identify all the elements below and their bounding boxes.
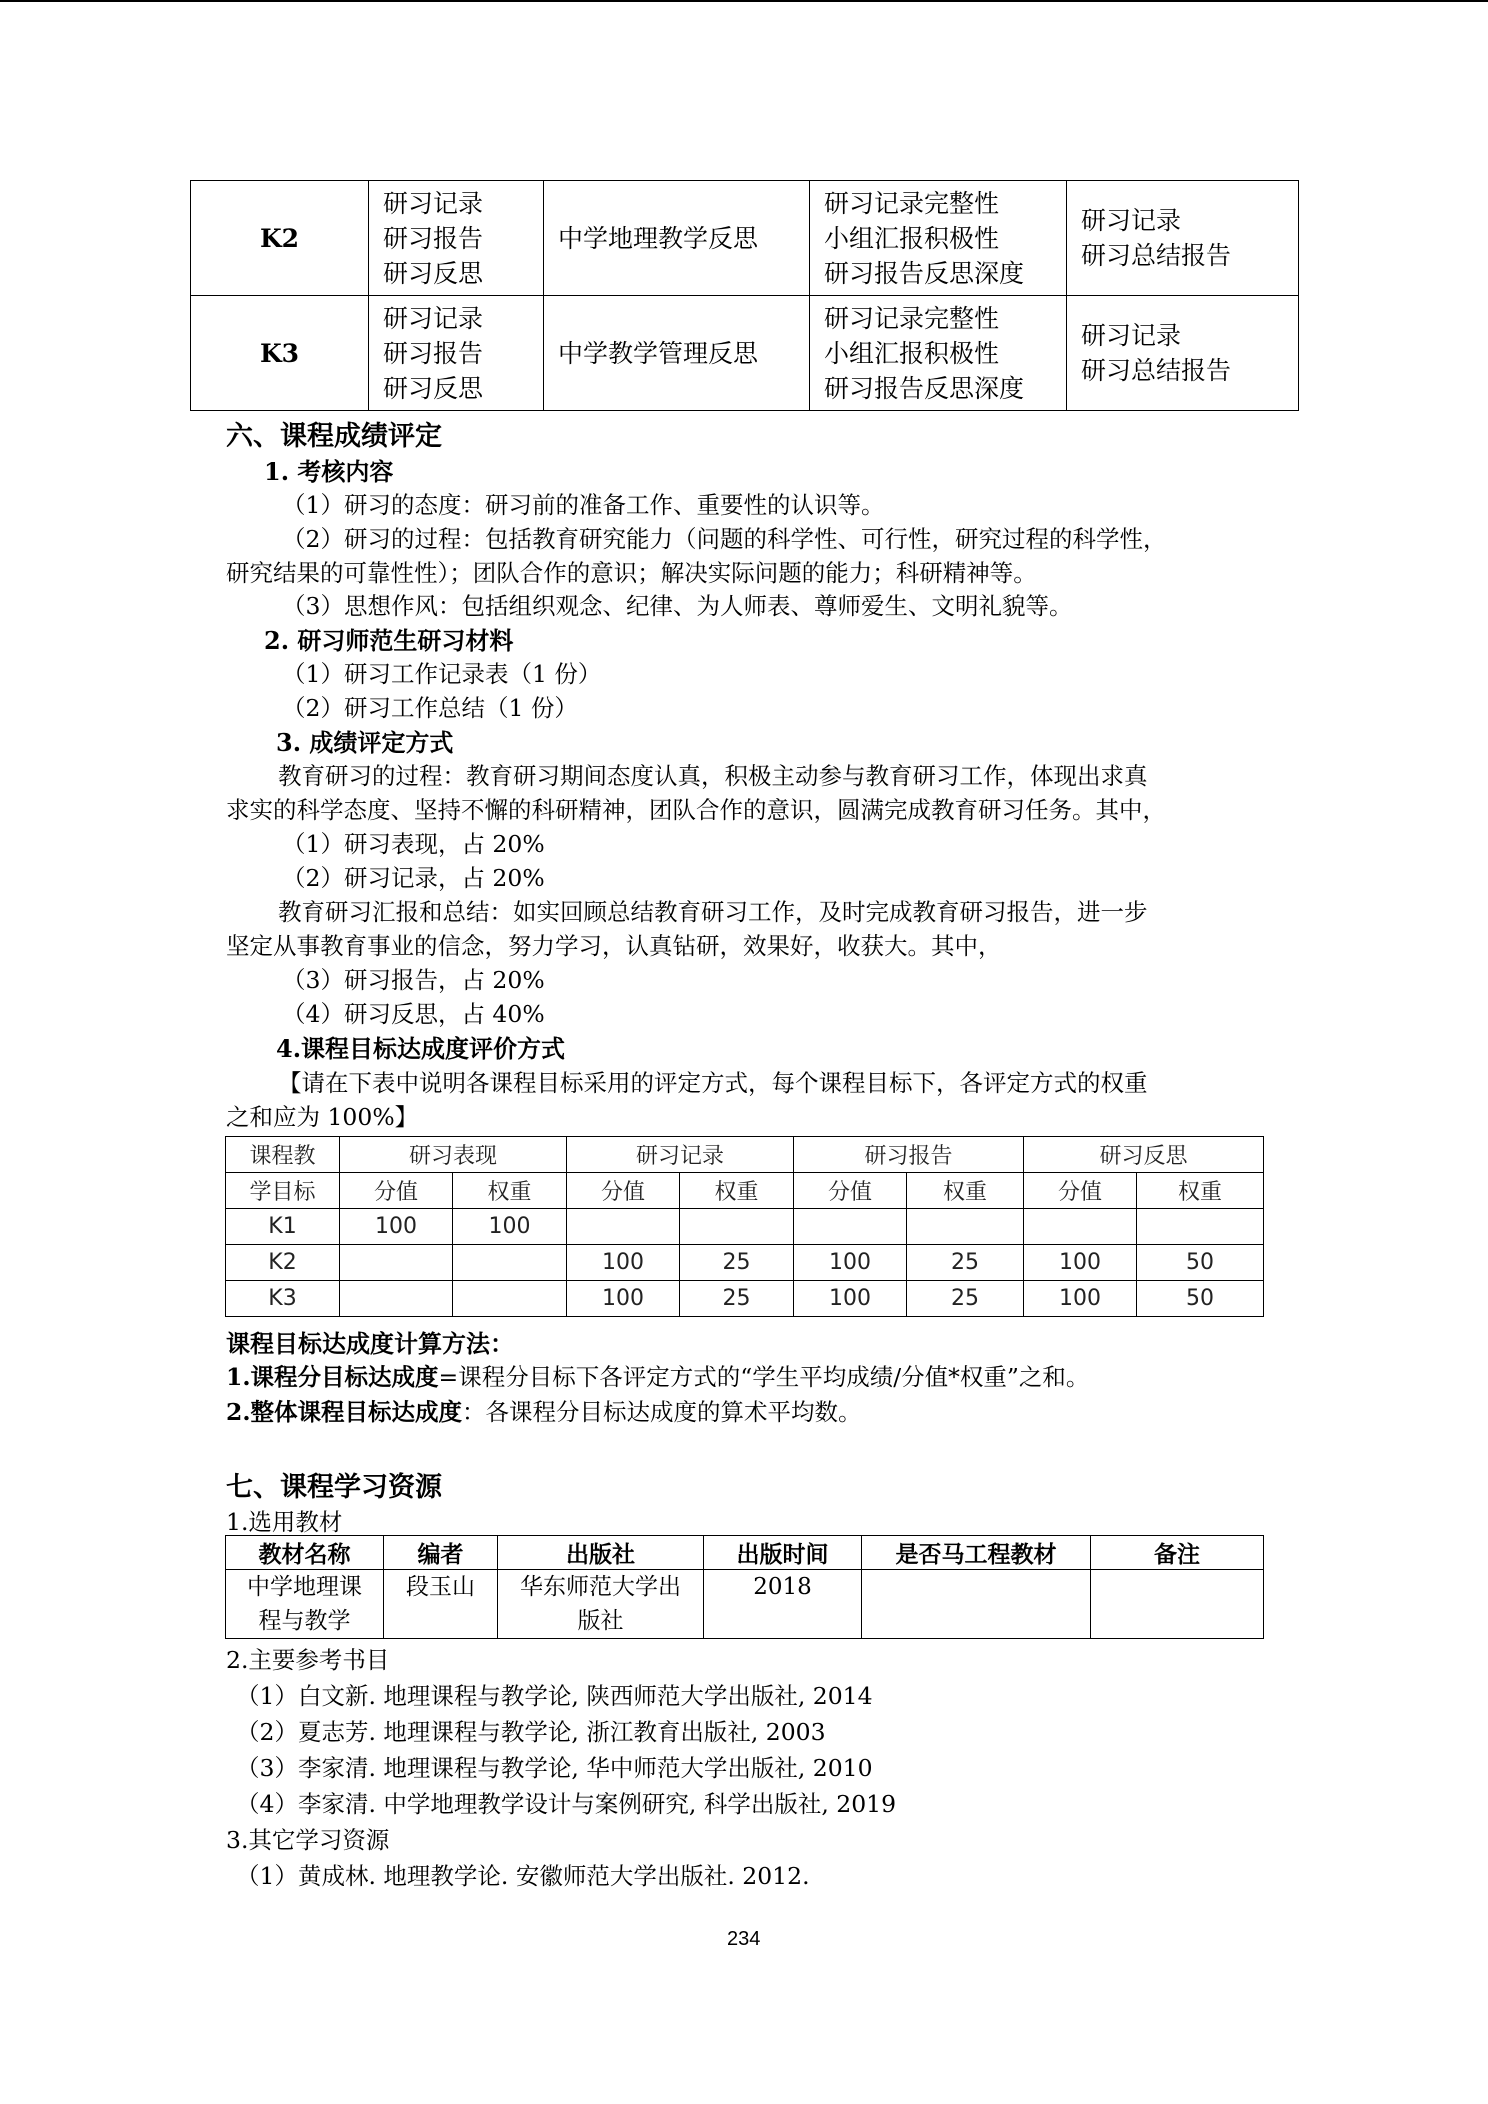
subsection-4-heading: 4.课程目标达成度评价方式 — [276, 1034, 566, 1063]
table-row — [226, 1245, 1264, 1281]
table-row — [191, 181, 1299, 296]
value-cell: 50 — [1137, 1281, 1264, 1317]
subsection-2-heading: 2. 研习师范生研习材料 — [264, 626, 514, 655]
sub-header: 分值 — [567, 1173, 680, 1209]
method-header: 研习表现 — [340, 1137, 567, 1173]
method-header: 研习反思 — [1024, 1137, 1264, 1173]
note-cell — [1091, 1570, 1264, 1639]
page-number: 234 — [727, 1928, 761, 1950]
header-cell: 备注 — [1091, 1536, 1264, 1570]
value-cell: 100 — [567, 1245, 680, 1281]
paragraph: （1）研习的态度：研习前的准备工作、重要性的认识等。 — [282, 491, 885, 519]
evidence-line: 研习总结报告 — [1081, 241, 1232, 270]
paragraph: 教育研习的过程：教育研习期间态度认真，积极主动参与教育研习工作，体现出求真 — [278, 762, 1148, 790]
header-cell: 编者 — [384, 1536, 498, 1570]
textbook-table — [225, 1535, 1264, 1639]
subheading-other-resources: 3.其它学习资源 — [226, 1826, 390, 1854]
value-cell — [340, 1245, 453, 1281]
calc-method-heading: 课程目标达成度计算方法： — [226, 1329, 514, 1358]
paragraph: 研究结果的可靠性性）；团队合作的意识；解决实际问题的能力；科研精神等。 — [226, 559, 1037, 587]
paragraph: （1）研习工作记录表（1 份） — [282, 660, 602, 688]
value-cell — [567, 1209, 680, 1245]
reference-item: （2）夏志芳. 地理课程与教学论, 浙江教育出版社, 2003 — [236, 1718, 826, 1746]
value-cell — [907, 1209, 1024, 1245]
method-header: 研习记录 — [567, 1137, 794, 1173]
method-line: 研习记录 — [383, 303, 484, 333]
methods-cell — [369, 296, 544, 411]
subsection-1-heading: 1. 考核内容 — [264, 457, 394, 486]
method-line: 研习报告 — [383, 223, 484, 253]
criteria-line: 小组汇报积极性 — [824, 223, 1000, 253]
paragraph: （3）研习报告，占 20% — [282, 966, 545, 994]
paragraph: 求实的科学态度、坚持不懈的科研精神，团队合作的意识，圆满完成教育研习任务。其中， — [226, 796, 1166, 824]
content-cell: 中学地理教学反思 — [544, 181, 810, 296]
calc-line-2 — [226, 1393, 862, 1427]
table-subheader-row — [226, 1173, 1264, 1209]
goal-cell: K2 — [191, 181, 369, 296]
paragraph: 【请在下表中说明各课程目标采用的评定方式，每个课程目标下，各评定方式的权重 — [278, 1069, 1148, 1097]
criteria-line: 研习记录完整性 — [824, 303, 1000, 333]
evidence-line: 研习记录 — [1081, 321, 1182, 350]
methods-cell — [369, 181, 544, 296]
table-header-row — [226, 1536, 1264, 1570]
value-cell: 100 — [453, 1209, 567, 1245]
value-cell: 100 — [794, 1245, 907, 1281]
sub-header: 权重 — [680, 1173, 794, 1209]
goal-cell: K3 — [226, 1281, 340, 1317]
reference-item: （1）白文新. 地理课程与教学论, 陕西师范大学出版社, 2014 — [236, 1682, 873, 1710]
textbook-name-cell — [226, 1570, 384, 1639]
value-cell: 100 — [794, 1281, 907, 1317]
publisher-cell — [498, 1570, 704, 1639]
subsection-3-heading: 3. 成绩评定方式 — [276, 728, 454, 757]
table-row — [191, 296, 1299, 411]
value-cell: 100 — [1024, 1281, 1137, 1317]
subheading-textbook: 1.选用教材 — [226, 1508, 343, 1536]
criteria-line: 研习报告反思深度 — [824, 373, 1025, 403]
textbook-name-line: 中学地理课 — [247, 1574, 362, 1600]
criteria-line: 研习报告反思深度 — [824, 258, 1025, 288]
evidence-line: 研习总结报告 — [1081, 356, 1232, 385]
calc-definition: ：各课程分目标达成度的算术平均数。 — [462, 1398, 862, 1426]
paragraph: 之和应为 100%】 — [226, 1103, 419, 1131]
table-header-row — [226, 1137, 1264, 1173]
table-row — [226, 1209, 1264, 1245]
corner-cell-bottom: 学目标 — [226, 1173, 340, 1209]
paragraph: （2）研习的过程：包括教育研究能力（问题的科学性、可行性，研究过程的科学性， — [282, 525, 1167, 553]
value-cell — [453, 1281, 567, 1317]
page-top-border — [0, 0, 1488, 2]
criteria-line: 小组汇报积极性 — [824, 338, 1000, 368]
paragraph: （2）研习工作总结（1 份） — [282, 694, 578, 722]
publisher-line: 版社 — [577, 1608, 624, 1634]
year-cell: 2018 — [704, 1570, 862, 1639]
value-cell — [453, 1245, 567, 1281]
goal-cell: K2 — [226, 1245, 340, 1281]
paragraph: （1）研习表现，占 20% — [282, 830, 545, 858]
subheading-references: 2.主要参考书目 — [226, 1646, 390, 1674]
value-cell: 25 — [907, 1245, 1024, 1281]
paragraph: （3）思想作风：包括组织观念、纪律、为人师表、尊师爱生、文明礼貌等。 — [282, 592, 1073, 620]
paragraph: （2）研习记录，占 20% — [282, 864, 545, 892]
criteria-line: 研习记录完整性 — [824, 188, 1000, 218]
calc-line-1 — [226, 1358, 1089, 1392]
sub-header: 分值 — [794, 1173, 907, 1209]
goal-weight-table — [225, 1136, 1264, 1317]
method-line: 研习报告 — [383, 338, 484, 368]
paragraph: 教育研习汇报和总结：如实回顾总结教育研习工作，及时完成教育研习报告，进一步 — [278, 898, 1148, 926]
value-cell: 100 — [567, 1281, 680, 1317]
content-cell: 中学教学管理反思 — [544, 296, 810, 411]
value-cell: 100 — [1024, 1245, 1137, 1281]
value-cell: 100 — [340, 1209, 453, 1245]
sub-header: 分值 — [1024, 1173, 1137, 1209]
section-7-heading: 七、课程学习资源 — [226, 1472, 442, 1503]
evidence-cell — [1067, 181, 1299, 296]
value-cell: 25 — [907, 1281, 1024, 1317]
value-cell — [680, 1209, 794, 1245]
value-cell: 25 — [680, 1245, 794, 1281]
sub-header: 权重 — [453, 1173, 567, 1209]
paragraph: 坚定从事教育事业的信念，努力学习，认真钻研，效果好，收获大。其中， — [226, 932, 1002, 960]
value-cell — [1137, 1209, 1264, 1245]
value-cell — [794, 1209, 907, 1245]
sub-header: 权重 — [907, 1173, 1024, 1209]
publisher-line: 华东师范大学出 — [520, 1574, 681, 1600]
goal-cell: K3 — [191, 296, 369, 411]
textbook-name-line: 程与教学 — [258, 1608, 351, 1634]
calc-term: 2.整体课程目标达成度 — [226, 1398, 463, 1426]
table-row — [226, 1281, 1264, 1317]
value-cell — [340, 1281, 453, 1317]
method-line: 研习记录 — [383, 188, 484, 218]
corner-cell-top: 课程教 — [226, 1137, 340, 1173]
header-cell: 教材名称 — [226, 1536, 384, 1570]
value-cell: 50 — [1137, 1245, 1264, 1281]
method-line: 研习反思 — [383, 373, 484, 403]
reference-item: （3）李家清. 地理课程与教学论, 华中师范大学出版社, 2010 — [236, 1754, 873, 1782]
assessment-table — [190, 180, 1299, 411]
header-cell: 出版社 — [498, 1536, 704, 1570]
method-header: 研习报告 — [794, 1137, 1024, 1173]
method-line: 研习反思 — [383, 258, 484, 288]
calc-term: 1.课程分目标达成度 — [226, 1363, 439, 1391]
evidence-line: 研习记录 — [1081, 206, 1182, 235]
paragraph: （4）研习反思，占 40% — [282, 1000, 545, 1028]
section-6-heading: 六、课程成绩评定 — [226, 421, 442, 452]
sub-header: 权重 — [1137, 1173, 1264, 1209]
sub-header: 分值 — [340, 1173, 453, 1209]
evidence-cell — [1067, 296, 1299, 411]
marx-textbook-cell — [862, 1570, 1091, 1639]
value-cell: 25 — [680, 1281, 794, 1317]
other-resource-item: （1）黄成林. 地理教学论. 安徽师范大学出版社. 2012. — [236, 1862, 810, 1890]
value-cell — [1024, 1209, 1137, 1245]
header-cell: 是否马工程教材 — [862, 1536, 1091, 1570]
table-row — [226, 1570, 1264, 1639]
criteria-cell — [810, 181, 1067, 296]
header-cell: 出版时间 — [704, 1536, 862, 1570]
editor-cell: 段玉山 — [384, 1570, 498, 1639]
reference-item: （4）李家清. 中学地理教学设计与案例研究, 科学出版社, 2019 — [236, 1790, 897, 1818]
goal-cell: K1 — [226, 1209, 340, 1245]
criteria-cell — [810, 296, 1067, 411]
calc-definition: =课程分目标下各评定方式的“学生平均成绩/分值*权重”之和。 — [438, 1363, 1090, 1391]
